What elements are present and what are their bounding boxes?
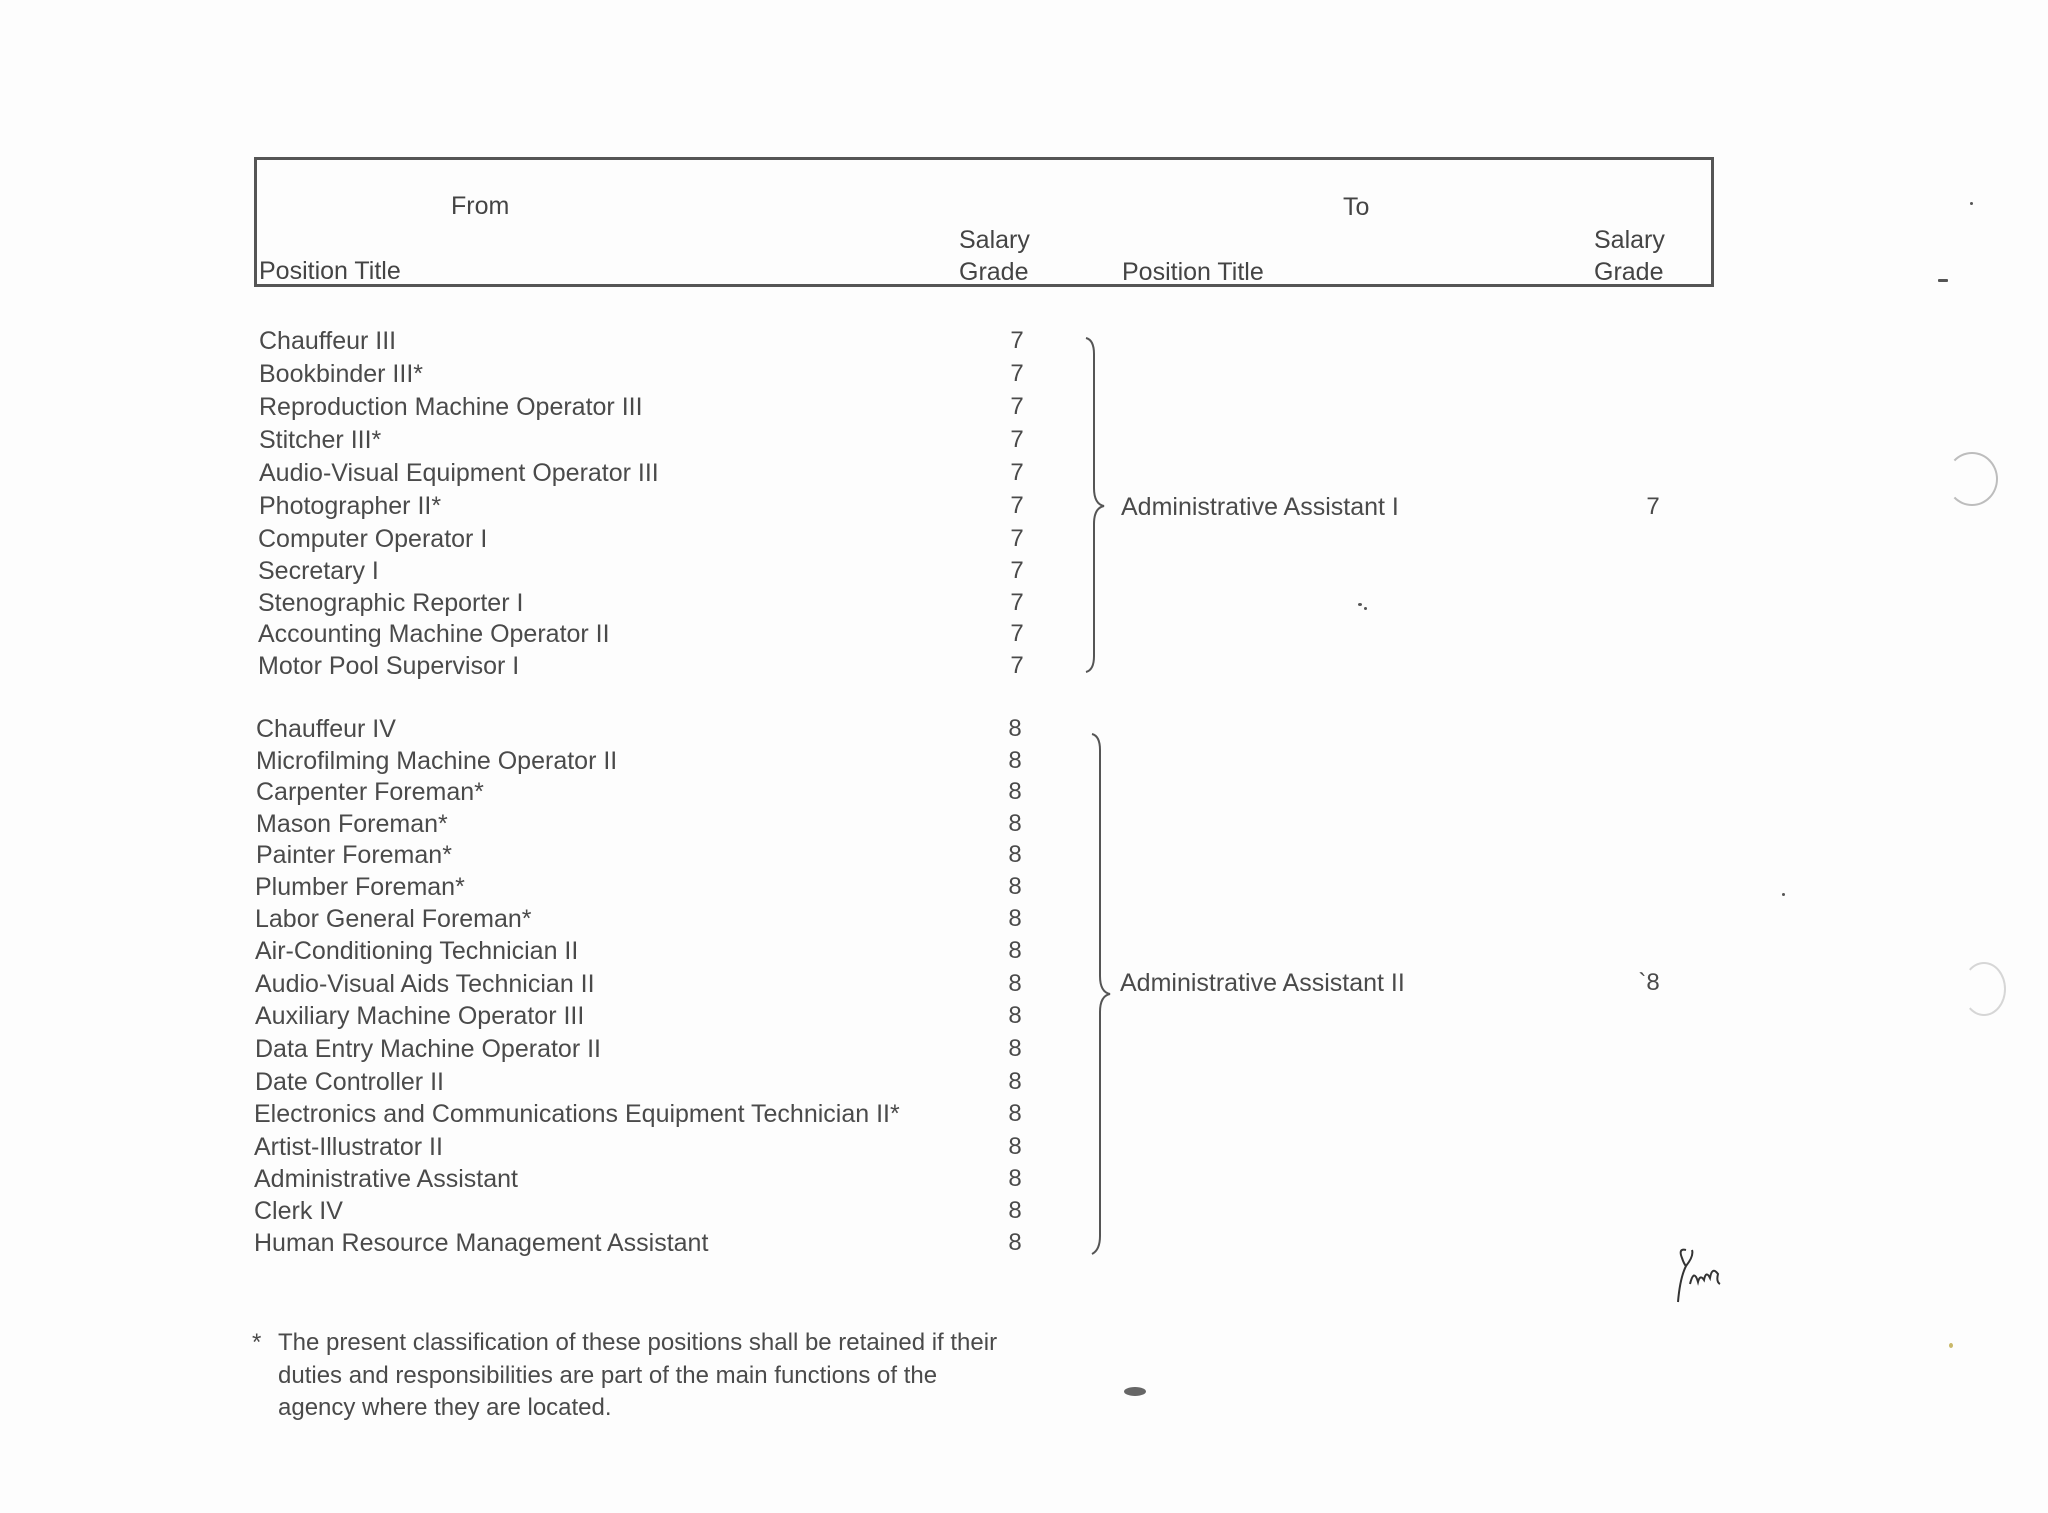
speck <box>1364 607 1367 610</box>
from-position-title: Chauffeur IV <box>256 715 396 743</box>
from-position-title: Audio-Visual Aids Technician II <box>255 970 595 998</box>
to-salary-label: Salary <box>1594 226 1665 254</box>
from-position-title: Bookbinder III* <box>259 360 423 388</box>
from-position-title: Auxiliary Machine Operator III <box>255 1002 585 1030</box>
from-salary-grade: 7 <box>1010 589 1024 616</box>
to-position-title-header: Position Title <box>1122 258 1264 286</box>
speck <box>1949 1343 1953 1348</box>
from-salary-label: Salary <box>959 226 1030 254</box>
from-salary-grade: 8 <box>1008 1165 1022 1192</box>
from-position-title: Audio-Visual Equipment Operator III <box>259 459 659 487</box>
from-salary-grade: 7 <box>1010 492 1024 519</box>
to-salary-grade: `8 <box>1638 969 1660 996</box>
from-salary-grade: 8 <box>1008 810 1022 837</box>
from-salary-grade: 8 <box>1008 841 1022 868</box>
speck <box>1358 603 1362 606</box>
from-salary-grade: 8 <box>1008 1229 1022 1256</box>
from-position-title: Labor General Foreman* <box>255 905 532 933</box>
from-salary-grade: 8 <box>1008 1100 1022 1127</box>
from-position-title: Plumber Foreman* <box>255 873 465 901</box>
punch-hole-mark <box>1946 452 1998 506</box>
from-salary-grade: 8 <box>1008 1133 1022 1160</box>
footnote-line: duties and responsibilities are part of the main functions of the <box>278 1361 938 1389</box>
from-position-title: Reproduction Machine Operator III <box>259 393 643 421</box>
from-position-title: Date Controller II <box>255 1068 444 1096</box>
from-position-title: Microfilming Machine Operator II <box>256 747 618 775</box>
speck <box>1938 279 1948 282</box>
from-position-title: Photographer II* <box>259 492 442 520</box>
ink-smudge <box>1124 1387 1146 1396</box>
to-label: To <box>1343 193 1370 221</box>
from-position-title: Motor Pool Supervisor I <box>258 652 520 680</box>
from-salary-grade: 7 <box>1010 459 1024 486</box>
from-grade-label: Grade <box>959 258 1029 286</box>
footnote-text <box>252 1327 1082 1425</box>
from-position-title: Clerk IV <box>254 1197 343 1225</box>
from-position-title: Air-Conditioning Technician II <box>255 937 579 965</box>
from-position-title: Electronics and Communications Equipment Technician II* <box>254 1100 900 1128</box>
to-grade-label: Grade <box>1594 258 1664 286</box>
from-salary-grade: 7 <box>1010 652 1024 679</box>
from-salary-grade: 7 <box>1010 327 1024 354</box>
from-position-title: Stenographic Reporter I <box>258 589 524 617</box>
from-salary-grade: 8 <box>1008 778 1022 805</box>
from-salary-grade: 8 <box>1008 1002 1022 1029</box>
from-position-title: Chauffeur III <box>259 327 397 355</box>
from-salary-grade: 8 <box>1008 1197 1022 1224</box>
from-position-title: Painter Foreman* <box>256 841 452 869</box>
grouping-brace <box>1080 336 1120 676</box>
from-salary-grade: 8 <box>1008 1068 1022 1095</box>
from-salary-grade: 7 <box>1010 360 1024 387</box>
from-salary-grade: 7 <box>1010 525 1024 552</box>
from-position-title-header: Position Title <box>259 257 401 285</box>
from-position-title: Mason Foreman* <box>256 810 448 838</box>
from-salary-grade: 8 <box>1008 747 1022 774</box>
from-position-title: Carpenter Foreman* <box>256 778 484 806</box>
to-position-title: Administrative Assistant II <box>1120 969 1405 997</box>
from-salary-grade: 7 <box>1010 557 1024 584</box>
footnote <box>252 1327 1082 1425</box>
from-salary-grade: 8 <box>1008 715 1022 742</box>
speck <box>1782 893 1785 896</box>
to-position-title: Administrative Assistant I <box>1121 493 1399 521</box>
punch-hole-mark <box>1962 962 2006 1016</box>
from-salary-grade: 8 <box>1008 970 1022 997</box>
from-salary-grade: 7 <box>1010 426 1024 453</box>
from-salary-grade: 8 <box>1008 873 1022 900</box>
from-salary-grade: 7 <box>1010 620 1024 647</box>
from-salary-grade: 8 <box>1008 905 1022 932</box>
from-position-title: Human Resource Management Assistant <box>254 1229 709 1257</box>
from-salary-grade: 8 <box>1008 1035 1022 1062</box>
footnote-line: agency where they are located. <box>278 1394 612 1421</box>
from-position-title: Stitcher III* <box>259 426 382 454</box>
from-position-title: Computer Operator I <box>258 525 488 553</box>
from-salary-grade: 8 <box>1008 937 1022 964</box>
from-position-title: Accounting Machine Operator II <box>258 620 610 648</box>
footnote-asterisk: * <box>252 1329 262 1356</box>
from-position-title: Administrative Assistant <box>254 1165 518 1193</box>
from-position-title: Artist-Illustrator II <box>254 1133 443 1161</box>
handwritten-initials <box>1672 1244 1728 1306</box>
from-label: From <box>451 192 510 220</box>
from-position-title: Data Entry Machine Operator II <box>255 1035 601 1063</box>
footnote-line: The present classification of these positions shall be retained if their <box>278 1329 998 1356</box>
to-salary-grade: 7 <box>1646 493 1660 520</box>
from-salary-grade: 7 <box>1010 393 1024 420</box>
speck <box>1970 202 1973 205</box>
from-position-title: Secretary I <box>258 557 379 585</box>
